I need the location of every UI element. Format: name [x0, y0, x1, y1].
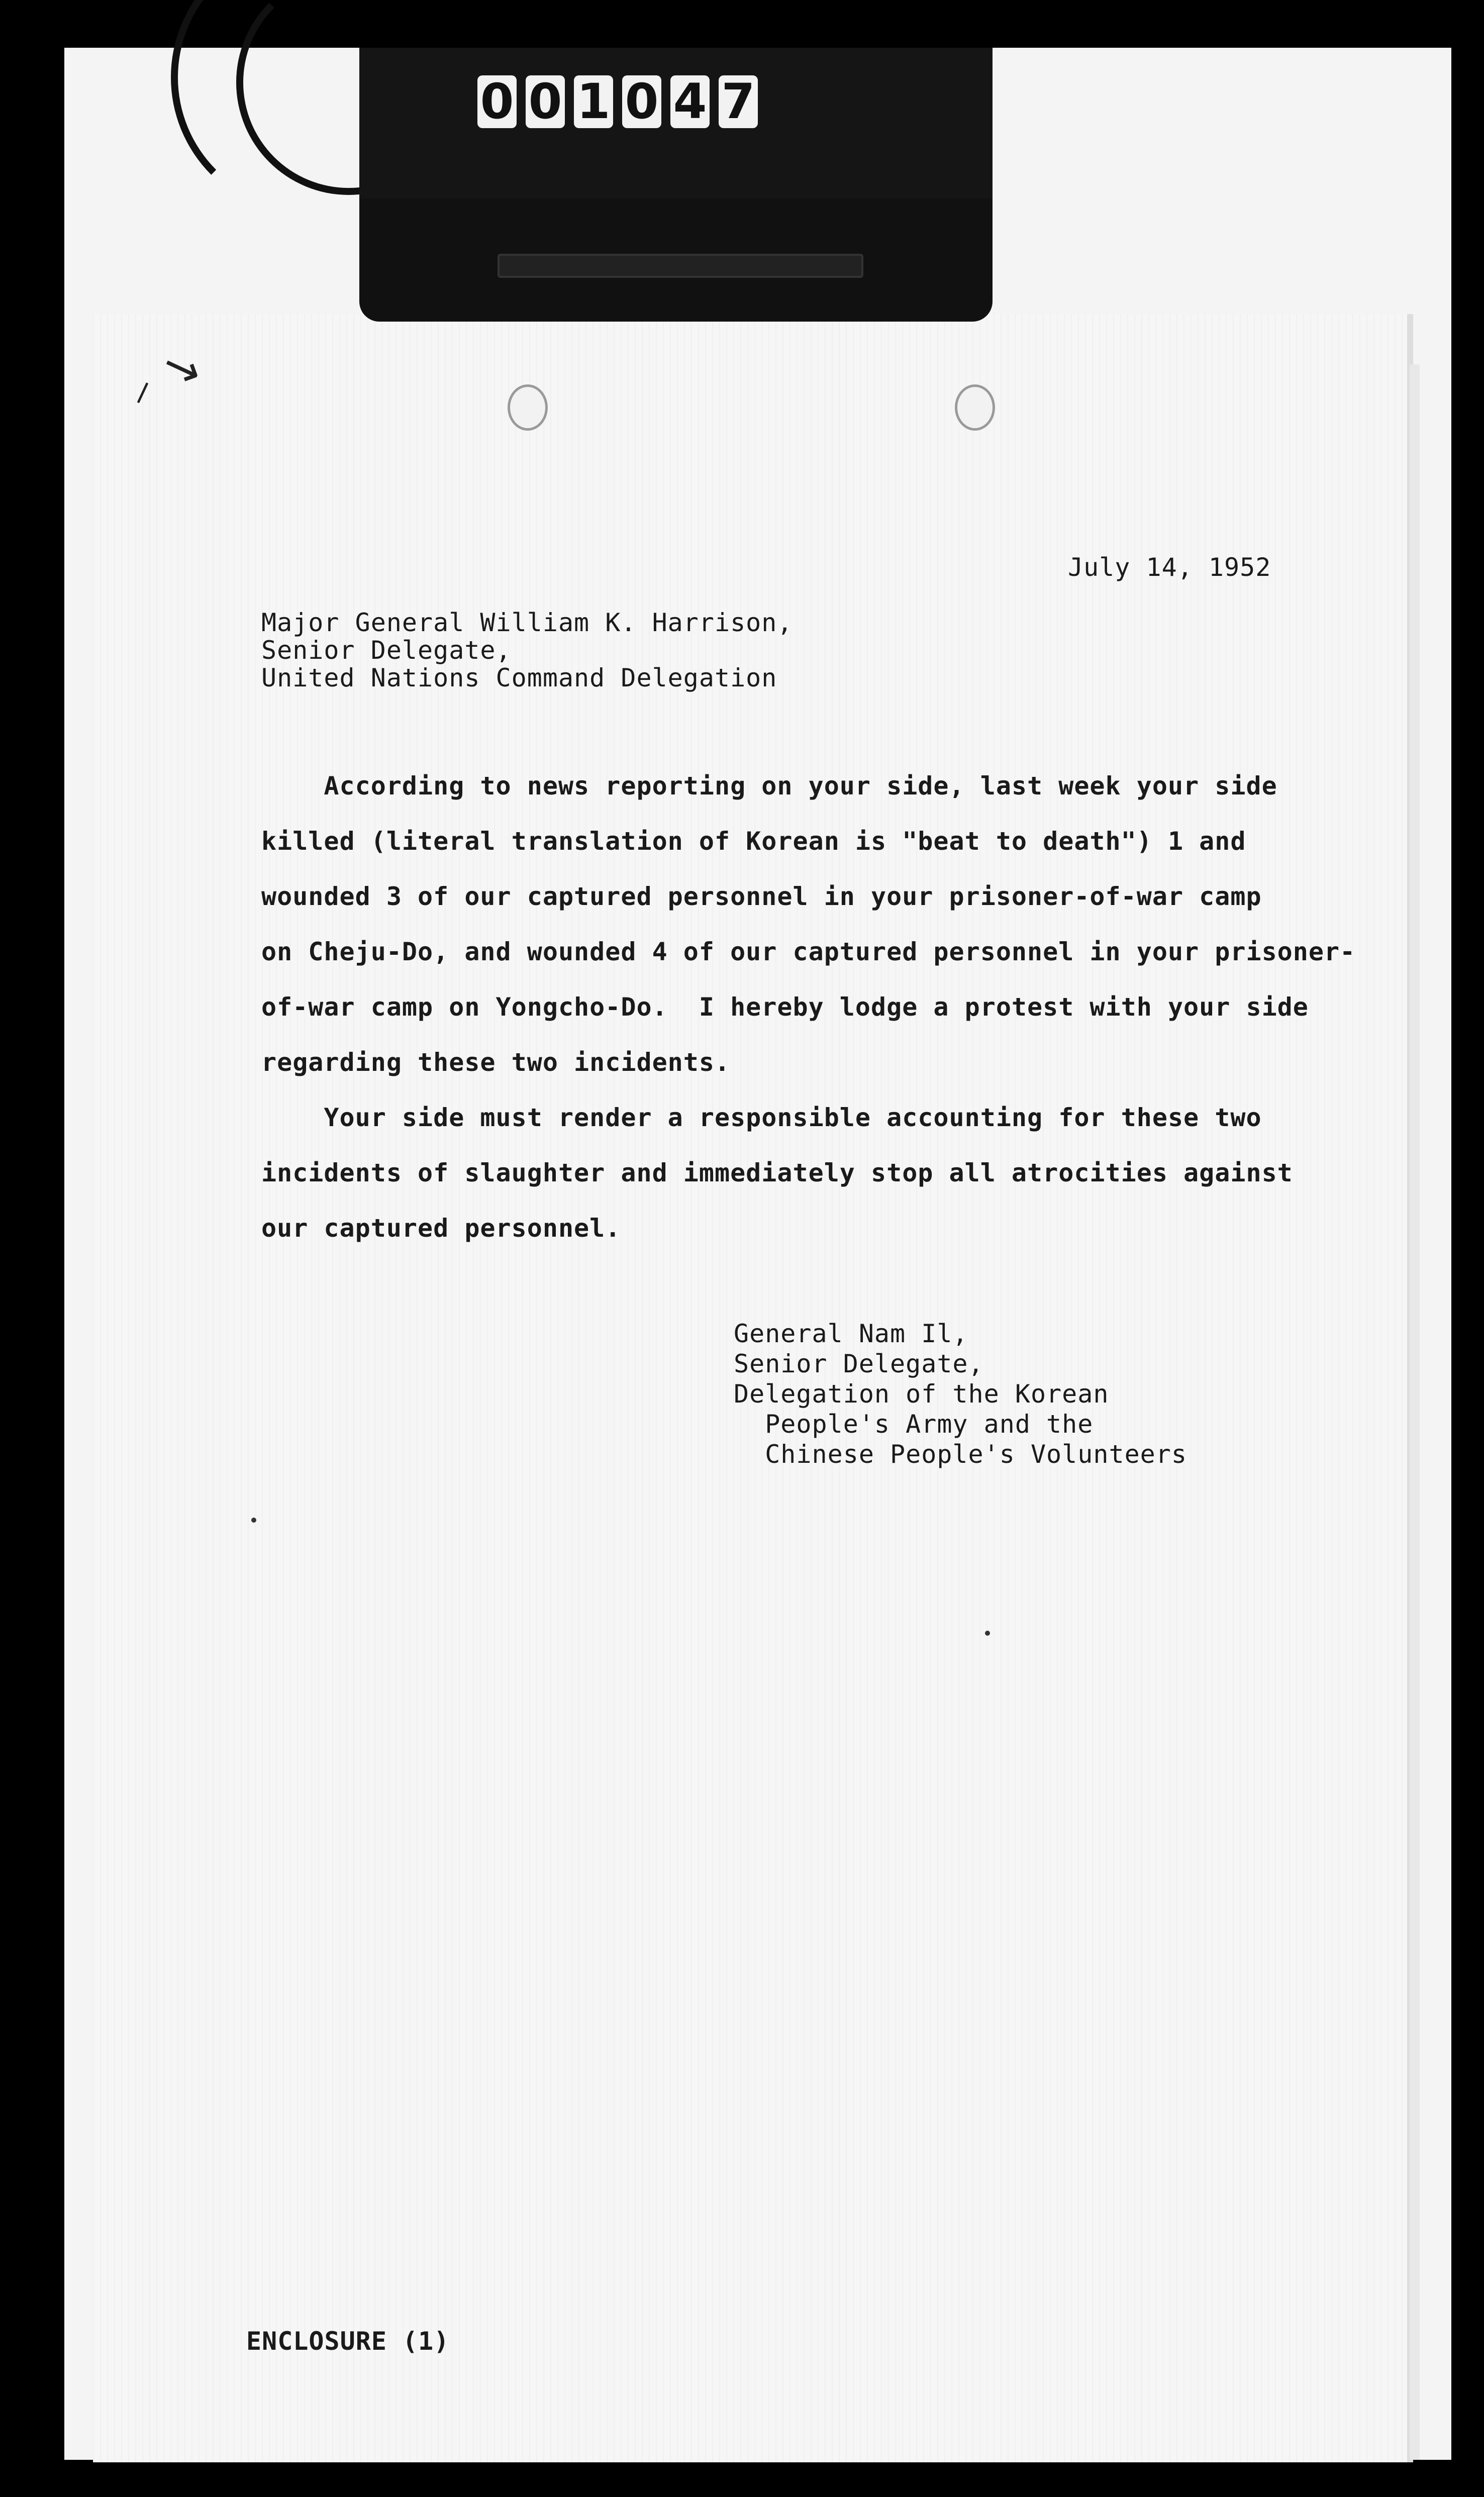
- body-line: of-war camp on Yongcho-Do. I hereby lodge a protest with your side: [261, 992, 1309, 1022]
- recipient-line: Senior Delegate,: [261, 636, 512, 665]
- speck: [985, 1631, 990, 1636]
- counter-digit: 0: [477, 75, 517, 128]
- body-line: our captured personnel.: [261, 1214, 621, 1243]
- body-line: killed (literal translation of Korean is "beat to death") 1 and: [261, 827, 1246, 856]
- counter-slot: [498, 254, 863, 278]
- counter-digits: [477, 75, 758, 128]
- enclosure-label: ENCLOSURE (1): [246, 2327, 450, 2356]
- signature-line: Delegation of the Korean: [734, 1379, 1109, 1409]
- signature-line: Chinese People's Volunteers: [734, 1440, 1187, 1469]
- recipient-line: United Nations Command Delegation: [261, 663, 777, 692]
- body-line: on Cheju-Do, and wounded 4 of our captured personnel in your prisoner-: [261, 937, 1356, 966]
- signature-line: People's Army and the: [734, 1410, 1094, 1439]
- body-line: Your side must render a responsible accounting for these two: [261, 1103, 1262, 1132]
- signature-line: Senior Delegate,: [734, 1349, 984, 1378]
- counter-digit: 7: [719, 75, 758, 128]
- counter-digit: 0: [622, 75, 661, 128]
- pencil-mark: ⸝ ↘: [119, 336, 208, 412]
- page-edge: [1410, 364, 1420, 2460]
- signature-line: General Nam Il,: [734, 1319, 968, 1348]
- counter-digit: 4: [670, 75, 710, 128]
- speck: [251, 1518, 256, 1523]
- body-line: According to news reporting on your side, last week your side: [261, 771, 1277, 801]
- punch-hole-left: [508, 384, 548, 431]
- counter-digit: 0: [526, 75, 565, 128]
- letter-date: July 14, 1952: [1068, 553, 1271, 582]
- counter-digit: 1: [574, 75, 613, 128]
- body-line: regarding these two incidents.: [261, 1048, 731, 1077]
- body-line: incidents of slaughter and immediately stop all atrocities against: [261, 1158, 1293, 1187]
- punch-hole-right: [955, 384, 995, 431]
- recipient-line: Major General William K. Harrison,: [261, 608, 793, 637]
- body-line: wounded 3 of our captured personnel in your prisoner-of-war camp: [261, 882, 1262, 911]
